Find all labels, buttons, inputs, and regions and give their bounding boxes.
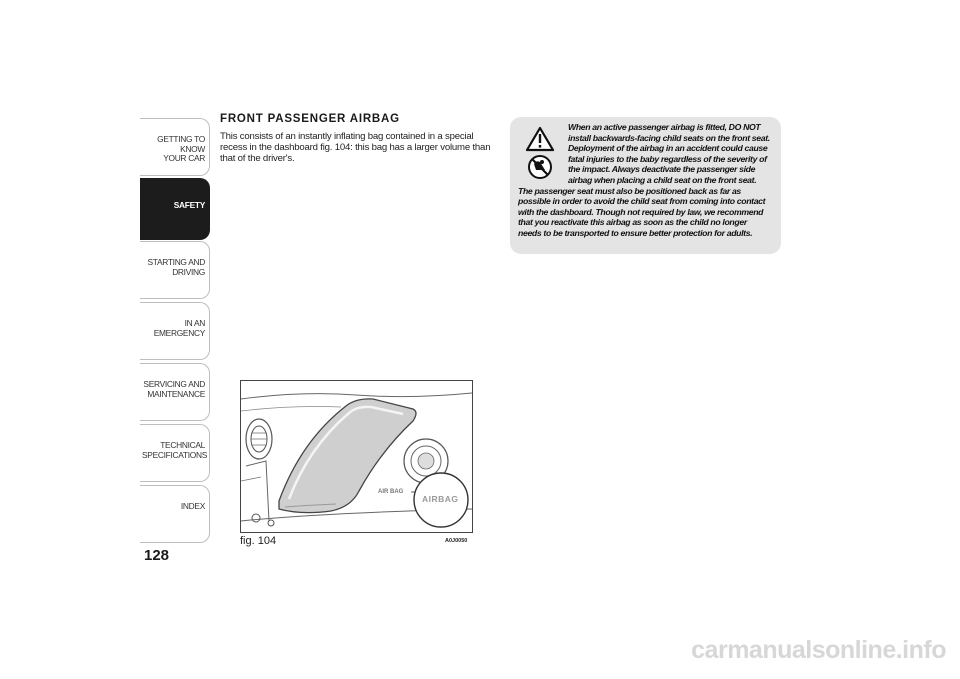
warning-triangle-icon [527, 128, 553, 150]
figure-label-large: AIRBAG [422, 494, 459, 504]
page-number: 128 [144, 547, 170, 564]
watermark: carmanualsonline.info [691, 636, 946, 664]
airbag-figure [240, 380, 473, 533]
figure-label-small: AIR BAG [378, 489, 404, 495]
tab-safety[interactable]: SAFETY [140, 178, 210, 240]
warning-text: When an active passenger airbag is fitted, DO NOT install backwards-facing child seats on the front seat. Deployment of the airbag in an accident could cause fatal injuries to the baby regardless of the severity of the impact. Always deactivate the passenger side airbag when placing a child seat on the front seat. The passenger seat must also be positioned back as far as possible in order to avoid the child seat from coming into contact with the dashboard. Though not required by law, we recommend that you reactivate this airbag as soon as the child no longer needs to be transported to ensure better protection for adults. [518, 122, 770, 238]
section-body: This consists of an instantly inflating bag contained in a special recess in the dashboard fig. 104: this bag has a larger volume than that of the driver's. [220, 131, 491, 165]
section-title: FRONT PASSENGER AIRBAG [220, 113, 400, 125]
tab-index[interactable]: INDEX [140, 485, 210, 543]
warning-icons [518, 122, 562, 182]
dashboard-airbag-illustration [241, 381, 472, 532]
tab-servicing-maintenance[interactable]: SERVICING AND MAINTENANCE [140, 363, 210, 421]
figure-code: A0J0050 [445, 538, 468, 544]
no-child-seat-icon [529, 156, 551, 178]
tab-getting-to-know[interactable]: GETTING TO KNOW YOUR CAR [140, 118, 210, 176]
tab-starting-driving[interactable]: STARTING AND DRIVING [140, 241, 210, 299]
warning-box [510, 117, 781, 254]
tab-in-an-emergency[interactable]: IN AN EMERGENCY [140, 302, 210, 360]
figure-caption: fig. 104 [240, 535, 277, 547]
tab-technical-specifications[interactable]: TECHNICAL SPECIFICATIONS [140, 424, 210, 482]
